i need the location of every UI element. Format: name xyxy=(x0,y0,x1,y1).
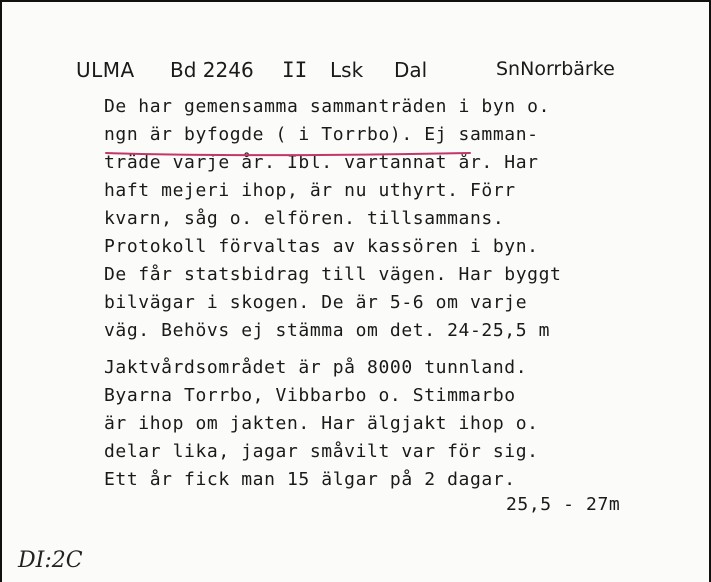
paragraph-village-meetings xyxy=(104,93,561,345)
reference-number: Bd 2246 xyxy=(170,58,254,82)
card-border-left xyxy=(0,0,2,582)
paragraph-hunting xyxy=(104,354,539,494)
text-line: kvarn, såg o. elfören. tillsammans. xyxy=(104,208,505,229)
page-reference: 25,5 - 27m xyxy=(506,494,621,515)
archive-code: ULMA xyxy=(76,58,135,82)
text-line: Jaktvårdsområdet är på 8000 tunnland. xyxy=(104,357,528,378)
text-line: Protokoll förvaltas av kassören i byn. xyxy=(104,236,539,257)
text-line: träde varje år. Ibl. vartannat år. Har xyxy=(104,152,539,173)
text-line: är ihop om jakten. Har älgjakt ihop o. xyxy=(104,413,539,434)
text-line: De har gemensamma sammanträden i byn o. xyxy=(104,96,551,117)
text-line: De får statsbidrag till vägen. Har byggt xyxy=(104,264,562,285)
text-line: Byarna Torrbo, Vibbarbo o. Stimmarbo xyxy=(104,385,516,406)
volume-number: II xyxy=(282,58,308,82)
text-line: ngn är byfogde ( i Torrbo). Ej samman- xyxy=(104,124,539,145)
text-line: bilvägar i skogen. De är 5-6 om varje xyxy=(104,292,528,313)
text-line: Ett år fick man 15 älgar på 2 dagar. xyxy=(104,469,516,490)
category-label: Lsk xyxy=(330,58,364,82)
card-border-top xyxy=(0,0,711,2)
text-line: haft mejeri ihop, är nu uthyrt. Förr xyxy=(104,180,516,201)
text-line: väg. Behövs ej stämma om det. 24-25,5 m xyxy=(104,320,551,341)
handwritten-underline xyxy=(104,150,472,158)
handwritten-signature: DI:2C xyxy=(18,548,83,573)
text-line: delar lika, jagar småvilt var för sig. xyxy=(104,441,539,462)
parish-label: SnNorrbärke xyxy=(496,58,615,80)
card-header xyxy=(76,58,666,88)
province-label: Dal xyxy=(394,58,428,82)
